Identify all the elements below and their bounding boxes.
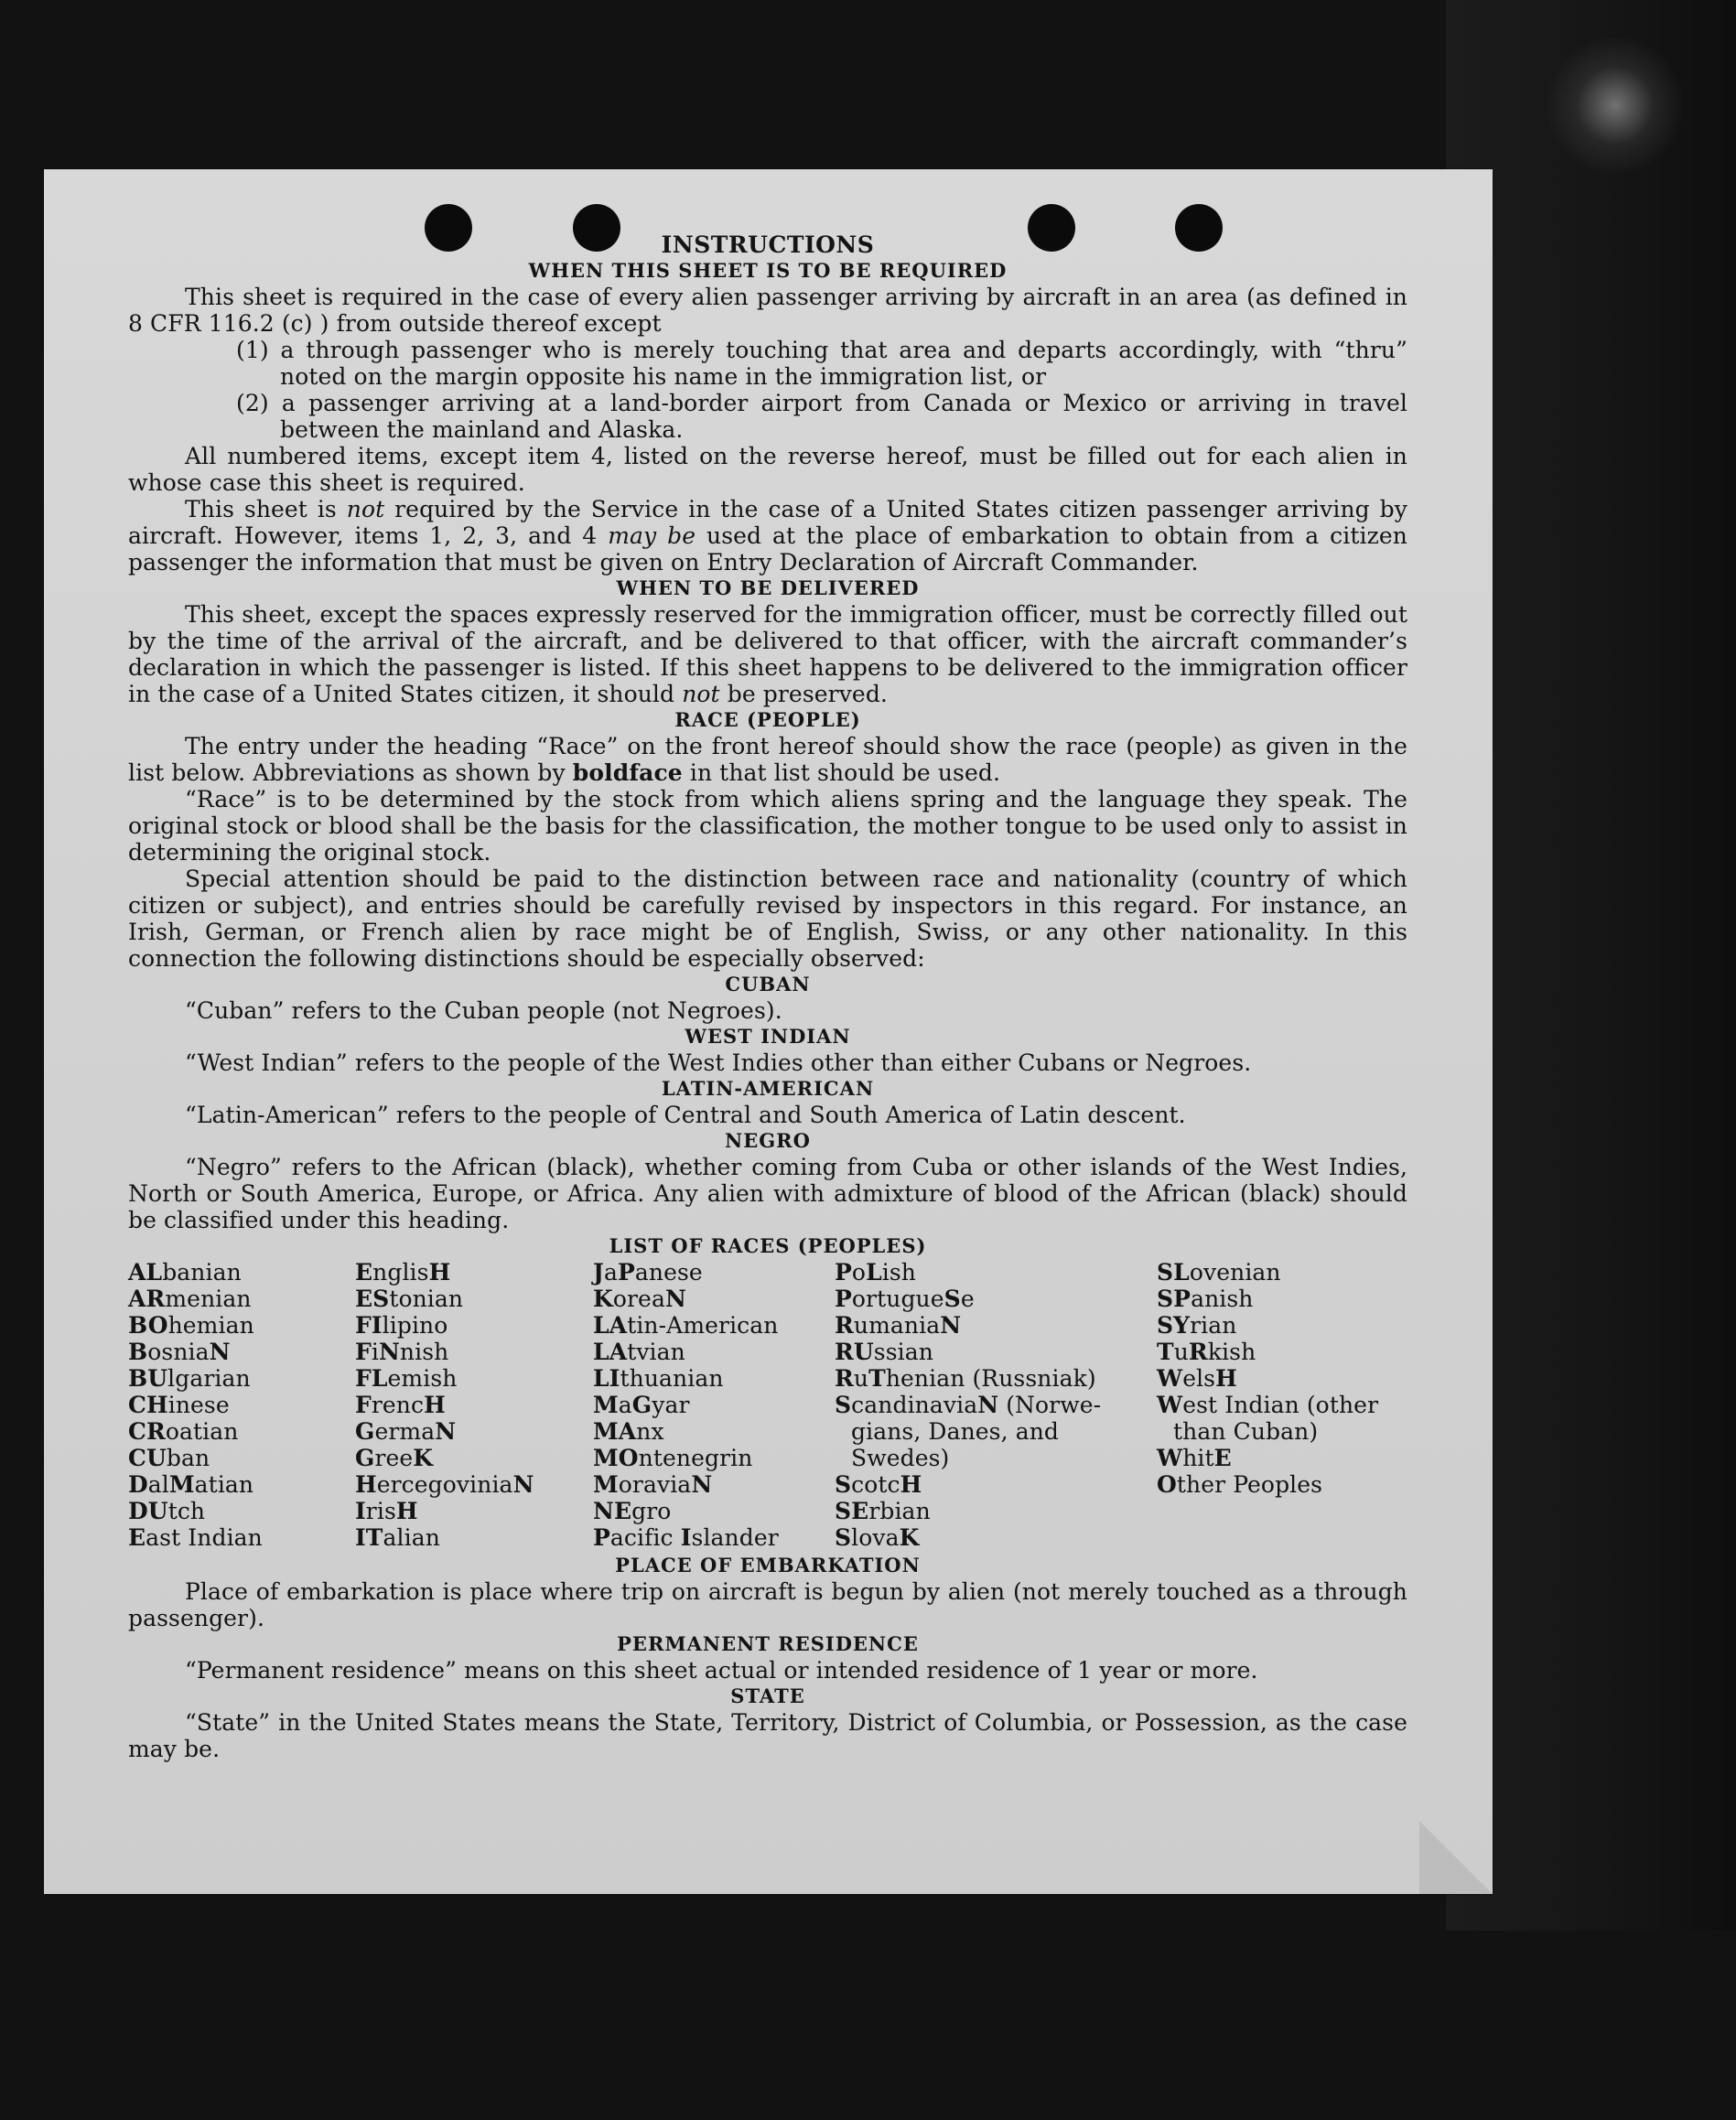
page-title: INSTRUCTIONS — [661, 231, 875, 258]
race-item: MaGyar — [593, 1392, 690, 1418]
race-item: FiNnish — [355, 1339, 449, 1365]
race-item: CHinese — [128, 1392, 230, 1418]
race-column-3 — [593, 1259, 835, 1551]
race-item: IrisH — [355, 1498, 418, 1524]
heading-negro: NEGRO — [725, 1129, 811, 1152]
race-item: FIlipino — [355, 1312, 448, 1339]
race-column-5 — [1157, 1259, 1407, 1551]
race-item: WelsH — [1157, 1365, 1237, 1392]
race-item: MOntenegrin — [593, 1445, 753, 1471]
race-item: ITalian — [355, 1524, 440, 1551]
race-item: MAnx — [593, 1418, 664, 1445]
race-item: SlovaK — [835, 1524, 920, 1551]
heading-latin-american: LATIN-AMERICAN — [661, 1077, 875, 1100]
definition-latin-american: “Latin-American” refers to the people of Central and South America of Latin descent. — [185, 1102, 1186, 1128]
definition-permanent-residence: “Permanent residence” means on this sheet actual or intended residence of 1 year or more. — [185, 1657, 1258, 1684]
document-sheet — [44, 169, 1493, 1894]
race-item: SErbian — [835, 1498, 931, 1524]
race-item: GermaN — [355, 1418, 457, 1445]
heading-state: STATE — [730, 1684, 805, 1707]
definition-west-indian: “West Indian” refers to the people of the West Indies other than either Cubans or Negroes. — [185, 1049, 1252, 1076]
definition-negro: “Negro” refers to the African (black), whether coming from Cuba or other islands of the West Indies, North or South America, Europe, or Africa. Any alien with admixture of blood of the African (black) should be classified under this heading. — [128, 1154, 1407, 1233]
paragraph-numbered-items: All numbered items, except item 4, listed on the reverse hereof, must be filled out for each alien in whose case this sheet is required. — [128, 443, 1407, 496]
definition-state: “State” in the United States means the State, Territory, District of Columbia, or Possession, as the case may be. — [128, 1709, 1407, 1762]
heading-delivered: WHEN TO BE DELIVERED — [616, 576, 920, 599]
race-list — [128, 1259, 1407, 1551]
race-item: Other Peoples — [1157, 1471, 1323, 1498]
definition-cuban: “Cuban” refers to the Cuban people (not Negroes). — [185, 997, 782, 1024]
race-item: KoreaN — [593, 1286, 686, 1312]
race-item: ALbanian — [128, 1259, 242, 1286]
race-item: EnglisH — [355, 1259, 451, 1286]
race-item: SYrian — [1157, 1312, 1237, 1339]
paragraph-required: This sheet is required in the case of every alien passenger arriving by aircraft in an area (as defined in 8 CFR 116.2 (c) ) from outside thereof except — [128, 284, 1407, 337]
heading-required: WHEN THIS SHEET IS TO BE REQUIRED — [528, 259, 1008, 282]
race-item: RUssian — [835, 1339, 933, 1365]
paragraph-delivered: This sheet, except the spaces expressly reserved for the immigration officer, must be correctly filled out by the time of the arrival of the aircraft, and be delivered to that officer, with the aircraft commander’s declaration in which the passenger is listed. If this sheet happens to be delivered to the immigration officer in the case of a United States citizen, it should not be preserved. — [128, 601, 1407, 707]
race-item: FrencH — [355, 1392, 446, 1418]
race-item: SPanish — [1157, 1286, 1254, 1312]
paragraph-race-1: The entry under the heading “Race” on the front hereof should show the race (people) as given in the list below. Abbreviations as shown by boldface in that list should be used. — [128, 733, 1407, 786]
folded-corner — [1419, 1821, 1493, 1894]
race-item: RuThenian (Russniak) — [835, 1365, 1096, 1392]
race-item: NEgro — [593, 1498, 672, 1524]
race-item: East Indian — [128, 1524, 263, 1551]
race-item: LIthuanian — [593, 1365, 724, 1392]
race-item: ScotcH — [835, 1471, 922, 1498]
instructions-body — [128, 231, 1407, 1762]
race-item: DalMatian — [128, 1471, 254, 1498]
race-item: ScandinaviaN (Norwe- gians, Danes, and Swedes) — [835, 1392, 1102, 1471]
race-item: GreeK — [355, 1445, 434, 1471]
race-item: BosniaN — [128, 1339, 231, 1365]
race-item: WhitE — [1157, 1445, 1232, 1471]
definition-embarkation: Place of embarkation is place where trip on aircraft is begun by alien (not merely touched as a through passenger). — [128, 1578, 1407, 1631]
scanner-glare — [1547, 37, 1684, 174]
race-item: RumaniaN — [835, 1312, 962, 1339]
heading-list-of-races: LIST OF RACES (PEOPLES) — [609, 1234, 927, 1257]
race-item: PortugueSe — [835, 1286, 975, 1312]
race-item: MoraviaN — [593, 1471, 713, 1498]
heading-permanent-residence: PERMANENT RESIDENCE — [617, 1632, 919, 1655]
race-item: CUban — [128, 1445, 210, 1471]
heading-cuban: CUBAN — [725, 973, 811, 995]
race-item: BUlgarian — [128, 1365, 251, 1392]
race-item: TuRkish — [1157, 1339, 1256, 1365]
race-item: DUtch — [128, 1498, 206, 1524]
race-item: SLovenian — [1157, 1259, 1281, 1286]
heading-west-indian: WEST INDIAN — [685, 1025, 851, 1048]
race-item: HercegoviniaN — [355, 1471, 534, 1498]
race-item: ARmenian — [128, 1286, 252, 1312]
heading-race: RACE (PEOPLE) — [674, 708, 861, 731]
heading-embarkation: PLACE OF EMBARKATION — [615, 1554, 921, 1577]
race-item: BOhemian — [128, 1312, 254, 1339]
race-item: FLemish — [355, 1365, 458, 1392]
race-item: CRoatian — [128, 1418, 239, 1445]
race-column-2 — [355, 1259, 593, 1551]
race-item: LAtin-American — [593, 1312, 779, 1339]
paragraph-race-3: Special attention should be paid to the distinction between race and nationality (country of which citizen or subject), and entries should be carefully revised by inspectors in this regard. For instance, an Irish, German, or French alien by race might be of English, Swiss, or any other nationality. In this connection the following distinctions should be especially observed: — [128, 866, 1407, 972]
race-column-1 — [128, 1259, 355, 1551]
race-item: West Indian (other than Cuban) — [1157, 1392, 1379, 1445]
exception-item-1: (1) a through passenger who is merely touching that area and departs accordingly, with “thru” noted on the margin opposite his name in the immigration list, or — [236, 337, 1407, 390]
race-item: EStonian — [355, 1286, 464, 1312]
race-item: Pacific Islander — [593, 1524, 779, 1551]
race-column-4 — [835, 1259, 1157, 1551]
paragraph-race-2: “Race” is to be determined by the stock from which aliens spring and the language they speak. The original stock or blood shall be the basis for the classification, the mother tongue to be used only to assist in determining the original stock. — [128, 786, 1407, 866]
race-item: LAtvian — [593, 1339, 685, 1365]
exception-item-2: (2) a passenger arriving at a land-border airport from Canada or Mexico or arriving in travel between the mainland and Alaska. — [236, 390, 1407, 443]
paragraph-citizen: This sheet is not required by the Service in the case of a United States citizen passenger arriving by aircraft. However, items 1, 2, 3, and 4 may be used at the place of embarkation to obtain from a citizen passenger the information that must be given on Entry Declaration of Aircraft Commander. — [128, 496, 1407, 576]
race-item: JaPanese — [593, 1259, 703, 1286]
race-item: PoLish — [835, 1259, 916, 1286]
